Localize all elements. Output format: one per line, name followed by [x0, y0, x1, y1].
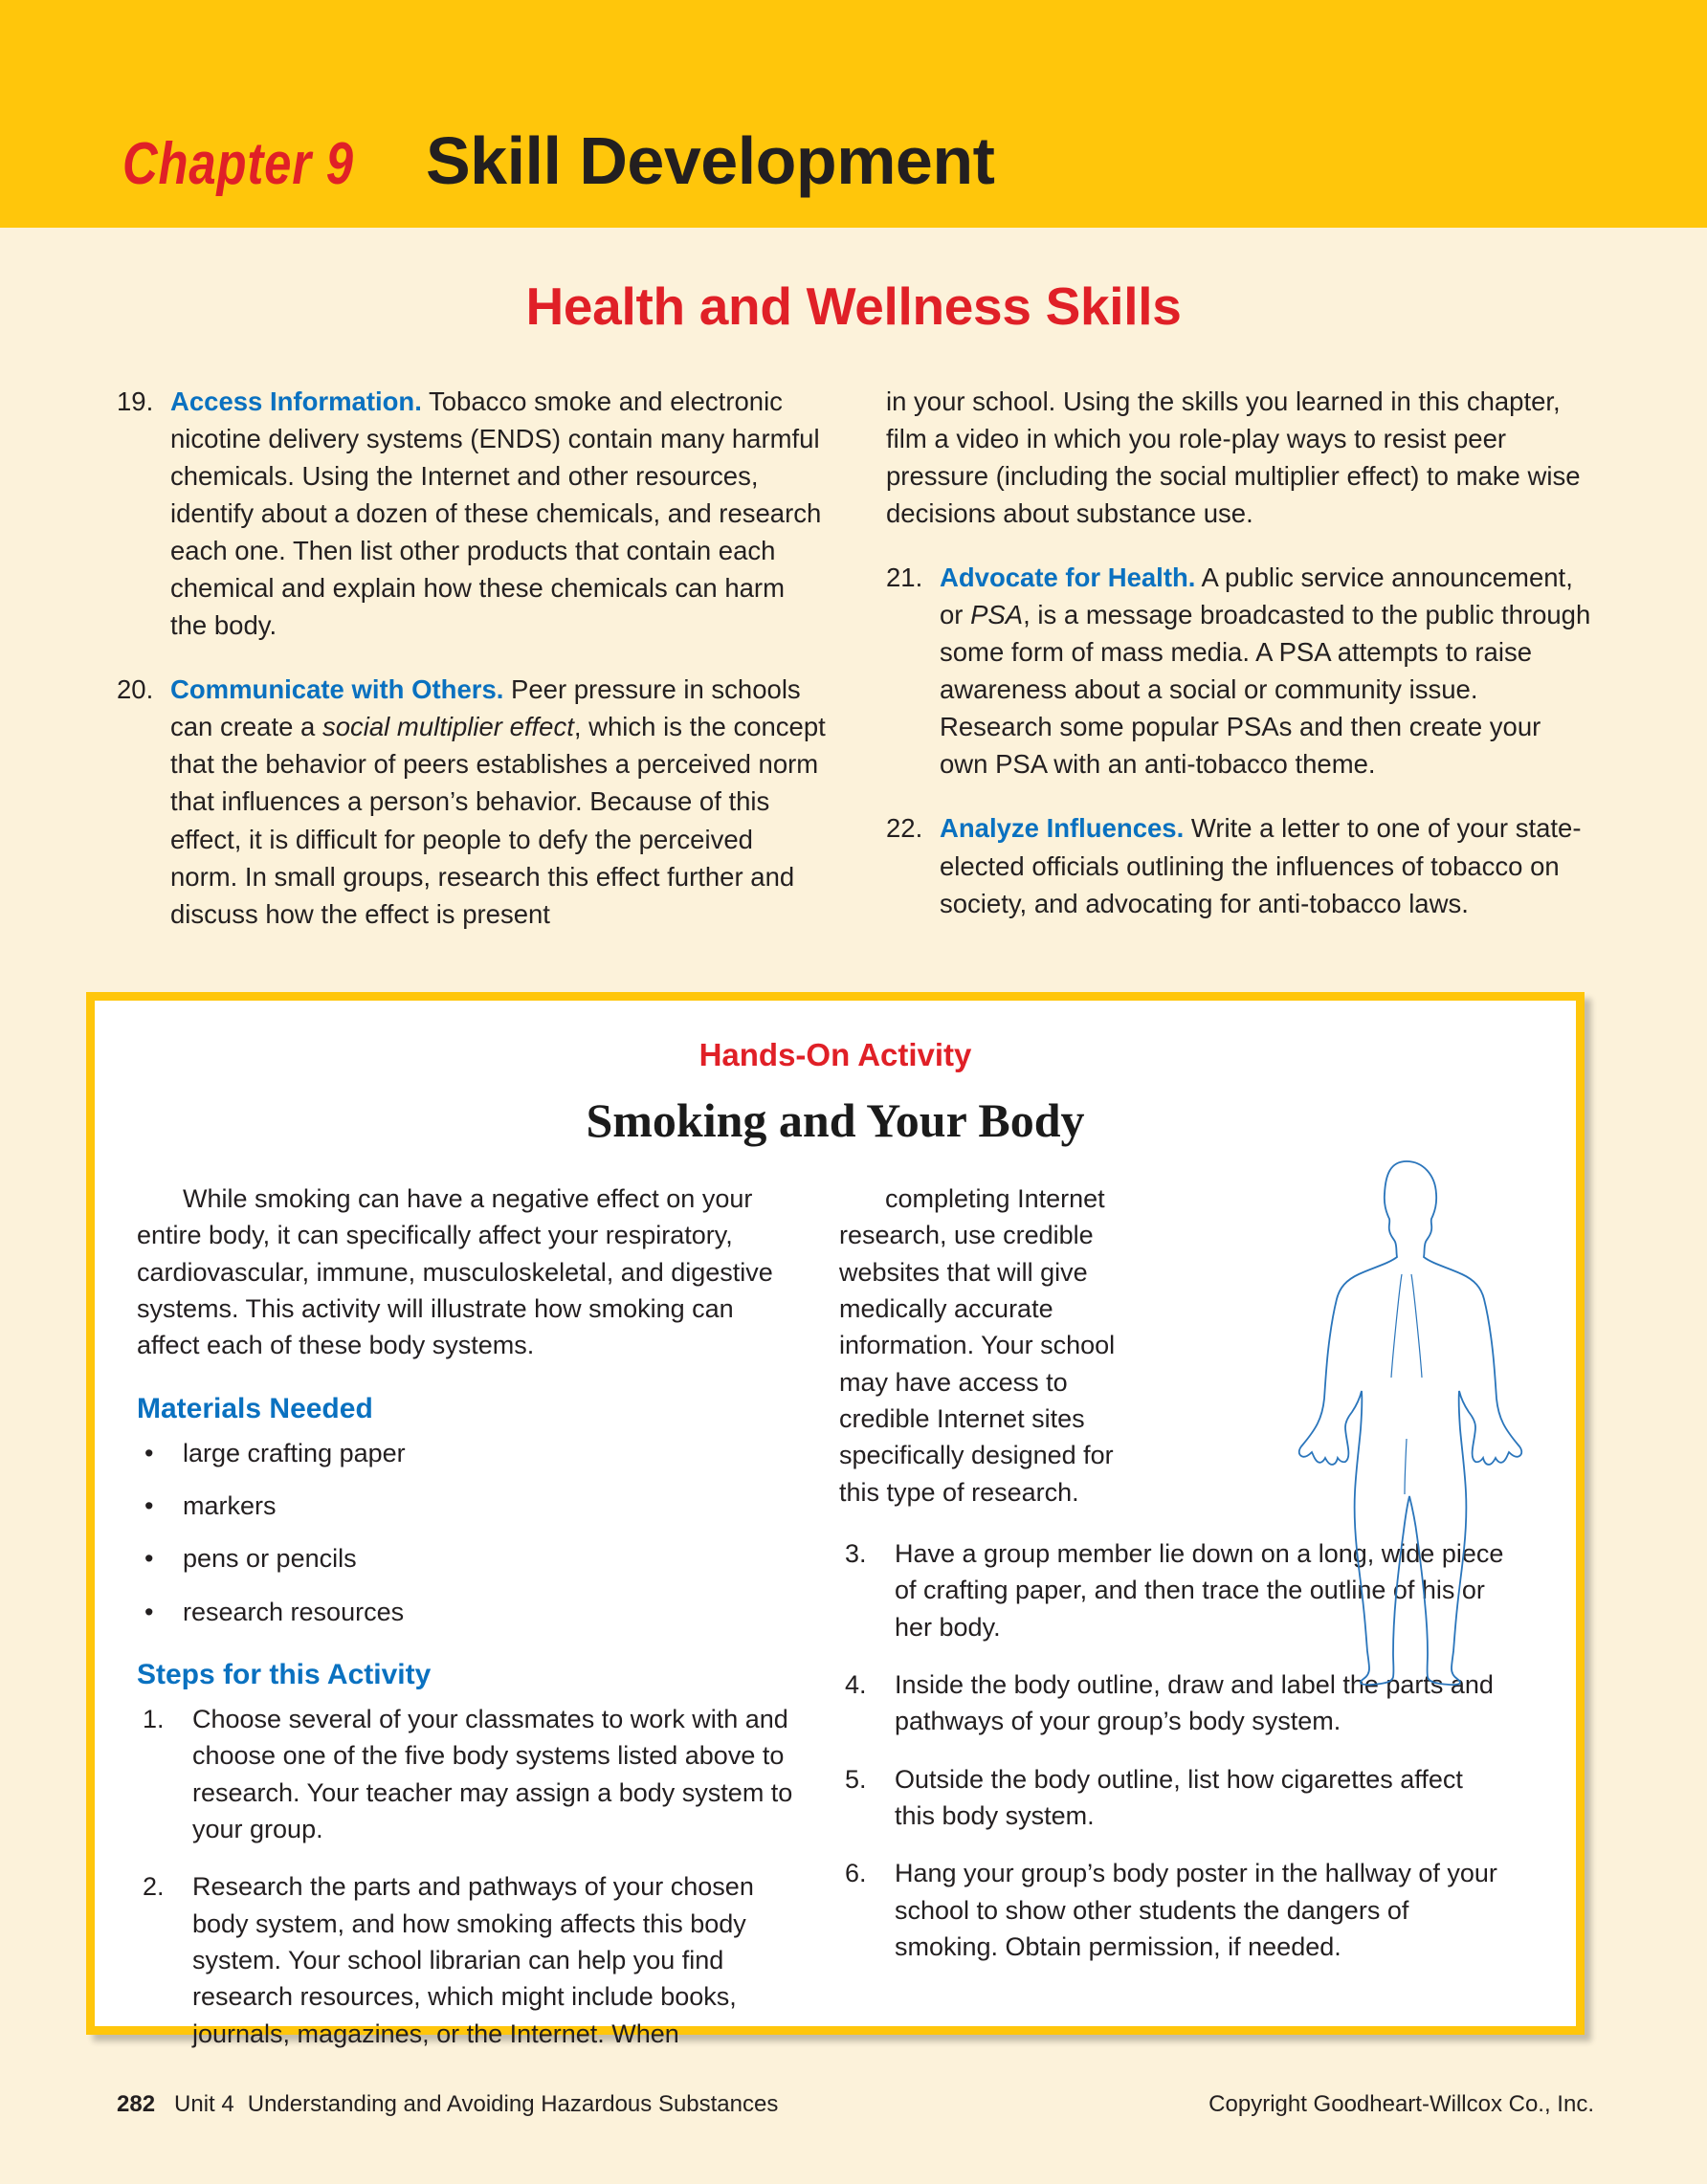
step-number: 6.: [845, 1859, 867, 1888]
activity-step-4: [839, 1666, 1509, 1740]
activity-title: Smoking and Your Body: [586, 1093, 1085, 1147]
questions-left-column: [117, 383, 826, 960]
question-body: [940, 559, 1595, 783]
activity-step-2: [137, 1868, 793, 2052]
question-number: 21.: [886, 563, 923, 593]
activity-step-6: [839, 1855, 1509, 1965]
question-text: Tobacco smoke and electronic nicotine delivery systems (ENDS) contain many harmful chemicals. Using the Internet and other resources, identify about a dozen of these chemicals, and research each one. Then list other products that contain each chemical and explain how these chemicals can harm the body.: [170, 386, 822, 641]
question-number: 22.: [886, 813, 923, 844]
step-text: Hang your group’s body poster in the hallway of your school to show other students the dangers of smoking. Obtain permission, if needed.: [895, 1859, 1497, 1961]
skill-label: Access Information.: [170, 386, 422, 416]
activity-step-1: [137, 1701, 793, 1847]
bullet-icon: •: [144, 1544, 154, 1574]
activity-content: [95, 1180, 1576, 2073]
question-text-b: , which is the concept that the behavior of peers establishes a perceived norm that influences a person’s behavior. Because of this effect, it is difficult for people to defy the perceived norm. In small groups, research this effect further and discuss how the effect is present: [170, 712, 826, 929]
question-text: Write a letter to one of your state-elected officials outlining the influences of tobacco on society, and advocating for anti-tobacco laws.: [940, 813, 1582, 918]
question-item-19: [117, 383, 826, 644]
question-number: 19.: [117, 386, 154, 416]
page-title: Health and Wellness Skills: [525, 276, 1182, 336]
question-text-a: Peer pressure in schools can create a: [170, 674, 801, 742]
step-text: Inside the body outline, draw and label the parts and pathways of your group’s body system.: [895, 1669, 1494, 1736]
step-number: 1.: [143, 1704, 165, 1733]
step-number: 4.: [845, 1669, 867, 1699]
activity-right-column: [839, 1180, 1509, 2073]
page-footer: [0, 2091, 1707, 2129]
activity-intro-paragraph: While smoking can have a negative effect on your entire body, it can specifically affect your respiratory, cardiovascular, immune, musculoskeletal, and digestive systems. This activity will illustrate how smoking can affect each of these body systems.: [137, 1184, 773, 1360]
hands-on-activity-box: [86, 992, 1585, 2048]
activity-step-3: [839, 1535, 1509, 1645]
material-label: large crafting paper: [183, 1438, 406, 1467]
activity-step-5: [839, 1761, 1509, 1835]
list-item: [137, 1488, 793, 1524]
question-term-italic: social multiplier effect: [321, 712, 574, 742]
question-item-22: [886, 809, 1595, 921]
activity-step-2-carryover: completing Internet research, use credible websites that will give medically accurate information. Your school may have access to credible Internet sites specifically designed for this type of research.: [839, 1184, 1116, 1507]
steps-heading: Steps for this Activity: [137, 1658, 432, 1690]
chapter-label: Chapter 9: [122, 131, 354, 197]
step-number: 2.: [143, 1872, 165, 1902]
question-text-a: A public service announcement, or: [940, 563, 1573, 630]
chapter-banner: [0, 0, 1707, 228]
question-number: 20.: [117, 674, 154, 705]
activity-kicker: Hands-On Activity: [698, 1037, 972, 1072]
question-term-italic: PSA: [970, 600, 1024, 630]
question-body: [940, 809, 1595, 921]
question-text-b: , is a message broadcasted to the public through some form of mass media. A PSA attempts to raise awareness about a social or community issue. Research some popular PSAs and then create your own PSA with an anti-tobacco theme.: [940, 600, 1591, 780]
step-text: Have a group member lie down on a long, wide piece of crafting paper, and then trace the outline of his or her body.: [895, 1538, 1504, 1642]
page-number: 282: [117, 2091, 156, 2117]
step-text: Choose several of your classmates to work with and choose one of the five body systems listed above to research. Your teacher may assign a body system to your group.: [192, 1704, 793, 1843]
step-number: 5.: [845, 1764, 867, 1794]
material-label: markers: [183, 1490, 277, 1520]
step-text: Outside the body outline, list how cigarettes affect this body system.: [895, 1764, 1463, 1830]
step-text: Research the parts and pathways of your chosen body system, and how smoking affects this body system. Your school librarian can help you find research resources, which might include books, journals, magazines, or the Internet. When: [192, 1872, 754, 2048]
material-label: research resources: [183, 1597, 405, 1626]
skill-label: Analyze Influences.: [940, 813, 1185, 844]
question-body: [170, 671, 826, 932]
unit-label: Unit 4: [174, 2091, 234, 2117]
materials-heading: Materials Needed: [137, 1392, 373, 1424]
question-20-carryover: in your school. Using the skills you learned in this chapter, film a video in which you role-play ways to resist peer pressure (including the social multiplier effect) to make wise decisions about substance use.: [886, 386, 1581, 529]
question-body: [170, 383, 826, 644]
question-item-21: [886, 559, 1595, 783]
bullet-icon: •: [144, 1597, 154, 1626]
questions-right-column: [886, 383, 1595, 960]
list-item: [137, 1435, 793, 1471]
banner-inner: [0, 122, 994, 228]
skill-label: Communicate with Others.: [170, 674, 504, 705]
step-number: 3.: [845, 1538, 867, 1568]
materials-list: [137, 1435, 793, 1630]
bullet-icon: •: [144, 1490, 154, 1520]
list-item: [137, 1540, 793, 1577]
activity-left-column: [137, 1180, 793, 2073]
footer-left: [117, 2091, 778, 2118]
skill-label: Advocate for Health.: [940, 563, 1196, 593]
unit-title: Understanding and Avoiding Hazardous Substances: [247, 2091, 779, 2117]
question-item-20: [117, 671, 826, 932]
copyright-notice: Copyright Goodheart-Willcox Co., Inc.: [1208, 2091, 1594, 2117]
material-label: pens or pencils: [183, 1544, 357, 1574]
skill-questions: [117, 383, 1595, 960]
list-item: [137, 1594, 793, 1630]
bullet-icon: •: [144, 1438, 154, 1467]
banner-title: Skill Development: [425, 123, 995, 198]
